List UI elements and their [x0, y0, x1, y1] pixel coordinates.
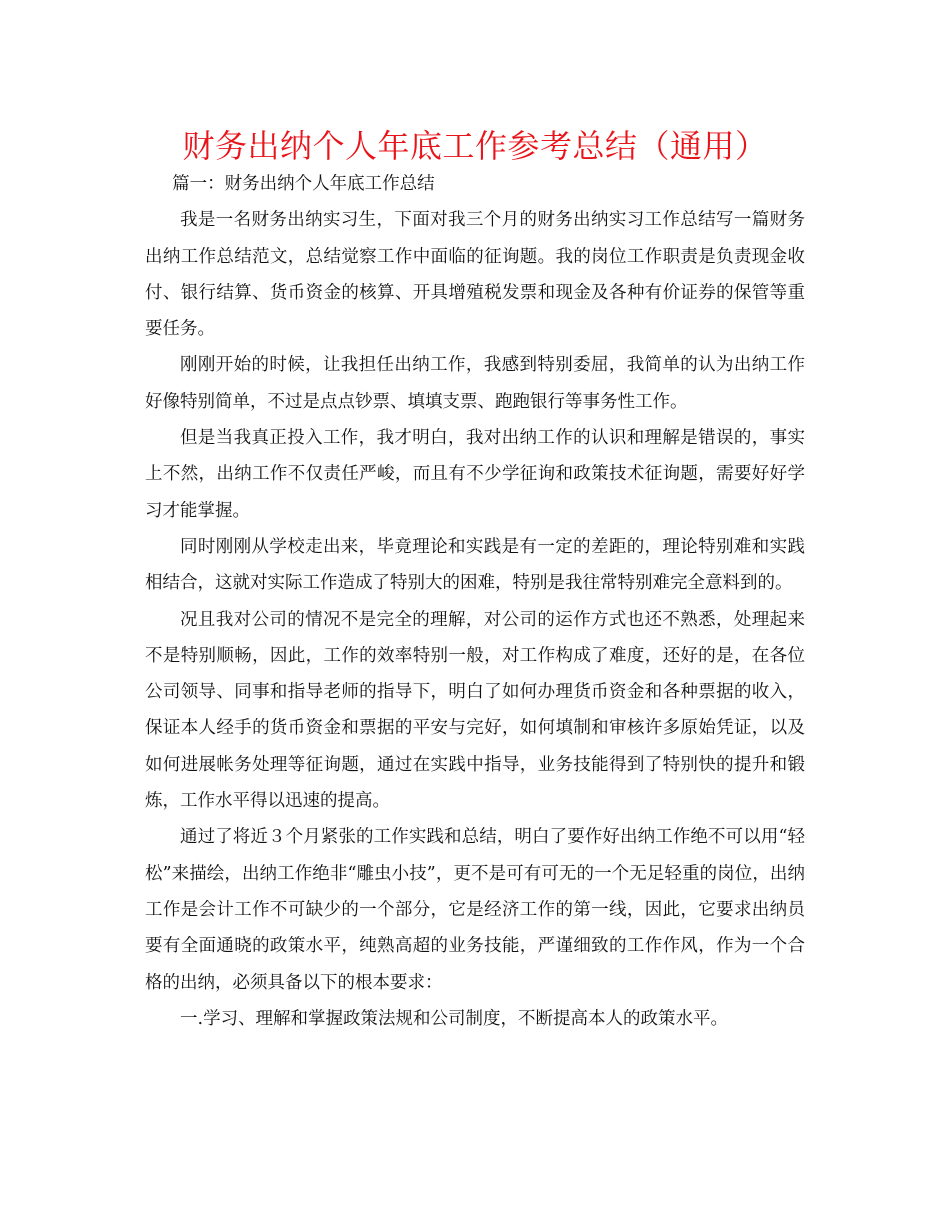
section-heading: 篇一：财务出纳个人年底工作总结 — [172, 174, 435, 194]
paragraph-5: 况且我对公司的情况不是完全的理解，对公司的运作方式也还不熟悉，处理起来不是特别顺畅，因此，工作的效率特别一般，对工作构成了难度，还好的是，在各位公司领导、同事和指导老师的指导下，明白了如何办理货币资金和各种票据的收入，保证本人经手的货币资金和票据的平安与完好，如何填制和审核许多原始凭证，以及如何进展帐务处理等征询题，通过在实践中指导，业务技能得到了特别快的提升和锻炼，工作水平得以迅速的提高。 — [145, 609, 805, 812]
paragraph-2: 刚刚开始的时候，让我担任出纳工作，我感到特别委屈，我简单的认为出纳工作好像特别简单，不过是点点钞票、填填支票、跑跑银行等事务性工作。 — [145, 355, 805, 412]
paragraph-6: 通过了将近３个月紧张的工作实践和总结，明白了要作好出纳工作绝不可以用“轻松”来描绘，出纳工作绝非“雕虫小技”，更不是可有可无的一个无足轻重的岗位，出纳工作是会计工作不可缺少的一个部分，它是经济工作的第一线，因此，它要求出纳员要有全面通晓的政策水平，纯熟高超的业务技能，严谨细致的工作作风，作为一个合格的出纳，必须具备以下的根本要求： — [145, 827, 805, 993]
paragraph-3: 但是当我真正投入工作，我才明白，我对出纳工作的认识和理解是错误的，事实上不然，出纳工作不仅责任严峻，而且有不少学征询和政策技术征询题，需要好好学习才能掌握。 — [145, 428, 805, 521]
paragraph-1: 我是一名财务出纳实习生，下面对我三个月的财务出纳实习工作总结写一篇财务出纳工作总结范文，总结觉察工作中面临的征询题。我的岗位工作职责是负责现金收付、银行结算、货币资金的核算、开具增殖税发票和现金及各种有价证券的保管等重要任务。 — [145, 210, 805, 340]
paragraph-4: 同时刚刚从学校走出来，毕竟理论和实践是有一定的差距的，理论特别难和实践相结合，这就对实际工作造成了特别大的困难，特别是我往常特别难完全意料到的。 — [145, 536, 805, 594]
document-body — [145, 166, 805, 1037]
paragraph-7: 一.学习、理解和掌握政策法规和公司制度，不断提高本人的政策水平。 — [180, 1008, 729, 1029]
document-title: 财务出纳个人年底工作参考总结（通用） — [182, 127, 768, 165]
